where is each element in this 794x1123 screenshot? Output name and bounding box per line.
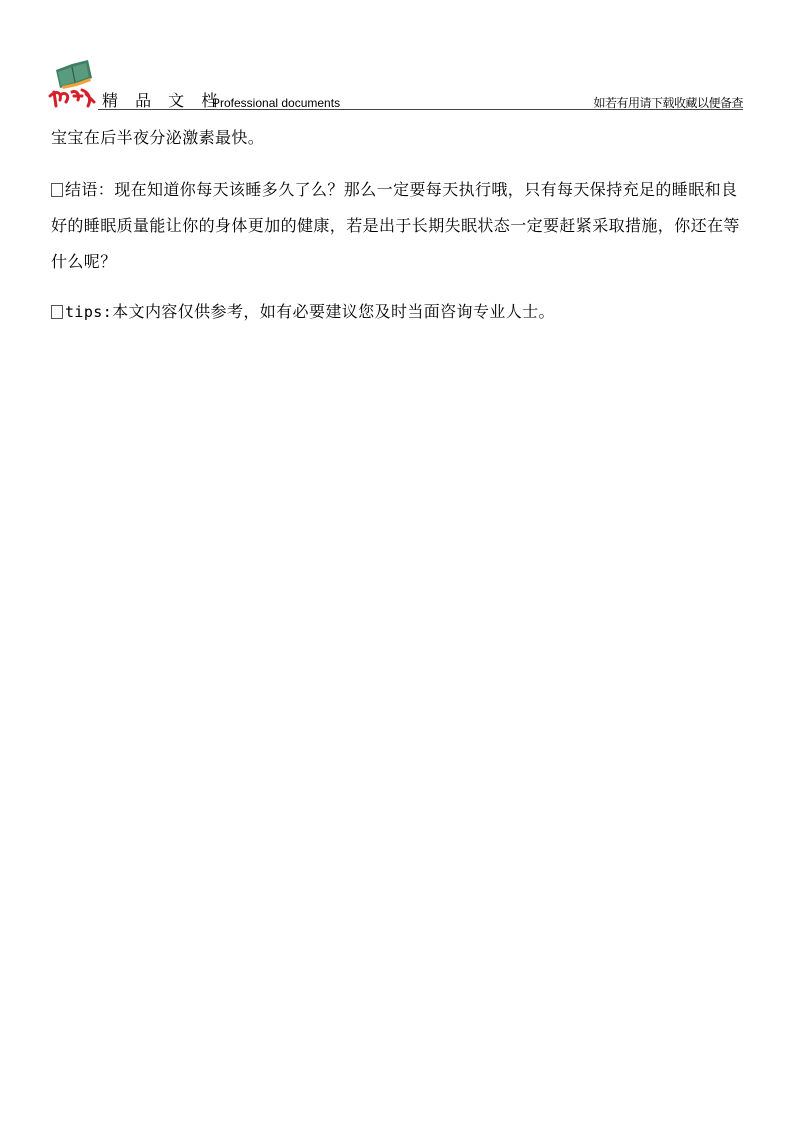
missing-glyph-box-icon xyxy=(51,183,63,197)
paragraph-text: 本文内容仅供参考，如有必要建议您及时当面咨询专业人士。 xyxy=(112,302,555,321)
paragraph-text: 宝宝在后半夜分泌激素最快。 xyxy=(51,128,265,147)
document-body xyxy=(51,120,751,344)
paragraph xyxy=(51,120,751,156)
page-header xyxy=(0,0,794,112)
header-divider xyxy=(98,109,743,110)
paragraph xyxy=(51,172,751,280)
tips-prefix: tips: xyxy=(65,303,113,321)
missing-glyph-box-icon xyxy=(51,305,63,319)
paragraph xyxy=(51,294,751,330)
paragraph-text: 结语：现在知道你每天该睡多久了么？那么一定要每天执行哦，只有每天保持充足的睡眠和良好的睡眠质量能让你的身体更加的健康，若是出于长期失眠状态一定要赶紧采取措施，你还在等什么呢？ xyxy=(51,180,740,271)
header-subtitle: Professional documents xyxy=(212,96,341,110)
header-title: 精 品 文 档 xyxy=(102,91,224,110)
header-note: 如若有用请下载收藏以便备查 xyxy=(593,96,743,110)
book-logo-icon xyxy=(48,56,98,108)
